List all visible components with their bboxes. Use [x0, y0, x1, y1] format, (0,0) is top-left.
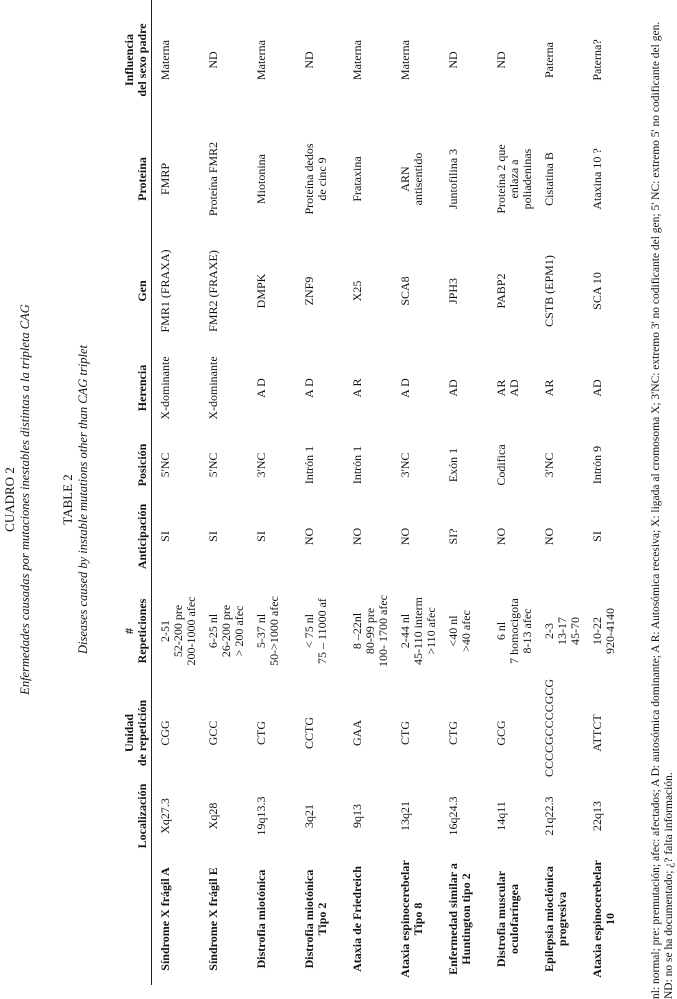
column-header: Posición — [103, 432, 152, 498]
table-cell: X-dominante — [206, 356, 220, 420]
table-cell: 2-44 nl 45-110 interm >110 afec — [398, 597, 438, 665]
table-cell: CCCCGCCCCGCG — [542, 678, 556, 777]
table-cell: Materna — [398, 40, 412, 80]
table-cell: FMRP — [158, 162, 172, 196]
table-cell: CSTB (EPM1) — [542, 255, 556, 327]
table-row — [488, 0, 536, 985]
table-cell: Proteína 2 que enlaza a poliadeninas — [494, 144, 534, 214]
table-cell: ATTCT — [590, 714, 604, 752]
table-cell: 5-37 nl 50->1000 afec — [254, 596, 281, 666]
table-cell: Intrón 1 — [302, 445, 316, 485]
column-header: Unidad de repetición — [103, 687, 152, 779]
table-cell: NO — [494, 527, 508, 546]
table-cell: 8 –22nl 80-99 pre 100- 1700 afec — [350, 595, 390, 667]
table-header-row — [103, 0, 152, 985]
table-cell: Codifica — [494, 444, 508, 486]
disease-name-cell: Epilepsia mioclónica progresiva — [542, 866, 569, 972]
disease-name-cell: Síndrome X frágil E — [206, 867, 220, 971]
table-cell: GAA — [350, 720, 364, 746]
table-cell: CGG — [158, 720, 172, 746]
table-title-english: TABLE 2 — [60, 474, 75, 525]
table-footnote: nl: normal; pre: premutación; afec: afectados; A D: autosómica dominante; A R: Autosómica recesiva; X: ligada al cromosoma X; 3'NC: extremo 3' no codificante del gen; 5' NC: extremo 5' no codificante del gen. ND: no se ha documentado; ¿? falta información. — [650, 21, 675, 999]
table-cell: Ataxina 10 ? — [590, 148, 604, 210]
disease-name-cell: Distrofia miotónica Tipo 2 — [302, 869, 329, 969]
table-row — [152, 0, 201, 985]
table-cell: ND — [446, 51, 460, 69]
table-row — [200, 0, 248, 985]
table-cell: A D — [302, 378, 316, 398]
table-cell: 16q24.3 — [446, 796, 460, 836]
table-cell: AD — [590, 379, 604, 397]
table-cell: A D — [398, 378, 412, 398]
table-cell: SCA 10 — [590, 272, 604, 310]
column-header: Gen — [103, 238, 152, 344]
table-cell: X25 — [350, 280, 364, 302]
table-cell: 2-51 52-200 pre 200-1000 afec — [158, 596, 198, 666]
table-cell: CTG — [446, 721, 460, 745]
disease-table — [103, 0, 632, 985]
table-cell: Frataxina — [350, 156, 364, 202]
table-cell: 3'NC — [398, 452, 412, 478]
column-header: Proteína — [103, 120, 152, 238]
table-cell: CTG — [254, 721, 268, 745]
table-cell: A D — [254, 378, 268, 398]
table-cell: DMPK — [254, 273, 268, 309]
disease-name-cell: Enfermedad similar a Huntington tipo 2 — [446, 863, 473, 975]
table-cell: < 75 nl 75 – 11000 af — [302, 598, 329, 664]
table-cell: AR AD — [494, 379, 521, 397]
table-cell: PABP2 — [494, 273, 508, 309]
table-cell: 9q13 — [350, 804, 364, 828]
table-cell: 5'NC — [158, 452, 172, 478]
table-cell: SI? — [446, 528, 460, 545]
table-cell: Exón 1 — [446, 447, 460, 483]
table-cell: SI — [158, 531, 172, 542]
table-cell: A R — [350, 378, 364, 398]
table-cell: Proteína FMR2 — [206, 141, 220, 217]
table-cell: 3'NC — [254, 452, 268, 478]
table-cell: AR — [542, 379, 556, 397]
table-cell: Intrón 1 — [350, 445, 364, 485]
table-cell: GCG — [494, 720, 508, 746]
table-title: CUADRO 2 — [2, 467, 17, 532]
table-row — [584, 0, 632, 985]
table-cell: CCTG — [302, 717, 316, 750]
table-cell: ND — [302, 51, 316, 69]
table-cell: SI — [254, 531, 268, 542]
table-cell: Xq28 — [206, 802, 220, 830]
disease-name-cell: Distrofia muscular oculofaríngea — [494, 870, 521, 968]
column-header — [103, 853, 152, 985]
table-cell: NO — [398, 527, 412, 546]
table-subtitle-english: Diseases caused by instable mutations other than CAG triplet — [76, 345, 90, 655]
column-header: Anticipación — [103, 498, 152, 575]
table-cell: 6-25 nl 26-200 pre > 200 afec — [206, 604, 246, 658]
table-cell: Miotonina — [254, 154, 268, 204]
table-cell: SCA8 — [398, 276, 412, 306]
table-cell: 22q13 — [590, 801, 604, 831]
table-cell: Materna — [158, 40, 172, 80]
table-cell: Xq27.3 — [158, 798, 172, 834]
table-row — [440, 0, 488, 985]
table-cell: Juntofilina 3 — [446, 148, 460, 210]
table-cell: 14q11 — [494, 801, 508, 831]
column-header: Herencia — [103, 344, 152, 432]
table-cell: GCC — [206, 720, 220, 746]
column-header: Localización — [103, 779, 152, 853]
table-row — [392, 0, 440, 985]
disease-name-cell: Síndrome X frágil A — [158, 867, 172, 971]
disease-name-cell: Ataxia espinocerebelar Tipo 8 — [398, 860, 425, 978]
disease-name-cell: Ataxia de Friedreich — [350, 866, 364, 972]
table-cell: 13q21 — [398, 801, 412, 831]
table-cell: Materna — [350, 40, 364, 80]
disease-name-cell: Distrofia miotónica — [254, 869, 268, 969]
table-cell: 10-22 920-4140 — [590, 608, 617, 654]
table-cell: AD — [446, 379, 460, 397]
table-cell: Paterna — [542, 42, 556, 78]
table-cell: ND — [494, 51, 508, 69]
table-cell: 21q22.3 — [542, 796, 556, 836]
table-cell: 6 nl 7 homocigota 8-13 afec — [494, 598, 534, 664]
table-subtitle: Enfermedades causadas por mutaciones inestables distintas a la tripleta CAG — [18, 304, 32, 695]
table-cell: ARN antisentido — [398, 152, 425, 206]
table-cell: Cistatina B — [542, 152, 556, 206]
table-cell: CTG — [398, 721, 412, 745]
column-header: Influencia del sexo padre — [103, 0, 152, 120]
table-row — [248, 0, 296, 985]
table-cell: FMR2 (FRAXE) — [206, 250, 220, 332]
table-cell: ZNF9 — [302, 276, 316, 306]
table-cell: NO — [302, 527, 316, 546]
table-cell: ND — [206, 51, 220, 69]
table-cell: Paterna? — [590, 39, 604, 81]
table-body — [152, 0, 633, 985]
table-cell: NO — [350, 527, 364, 546]
table-cell: 5'NC — [206, 452, 220, 478]
table-cell: FMR1 (FRAXA) — [158, 249, 172, 333]
table-cell: 2-3 13-17 45-70 — [542, 617, 582, 645]
table-cell: <40 nl >40 afec — [446, 610, 473, 652]
table-row — [536, 0, 584, 985]
table-cell: JPH3 — [446, 278, 460, 305]
table-cell: X-dominante — [158, 356, 172, 420]
column-header: # Repeticiones — [103, 575, 152, 687]
table-cell: 3'NC — [542, 452, 556, 478]
table-cell: 3q21 — [302, 804, 316, 828]
table-cell: Proteína dedos de cinc 9 — [302, 143, 329, 215]
table-cell: Intrón 9 — [590, 445, 604, 485]
table-row — [296, 0, 344, 985]
disease-name-cell: Ataxia espinocerebelar 10 — [590, 860, 617, 978]
table-cell: NO — [542, 527, 556, 546]
table-cell: SI — [590, 531, 604, 542]
table-row — [344, 0, 392, 985]
table-cell: 19q13.3 — [254, 796, 268, 836]
table-cell: Materna — [254, 40, 268, 80]
table-cell: SI — [206, 531, 220, 542]
